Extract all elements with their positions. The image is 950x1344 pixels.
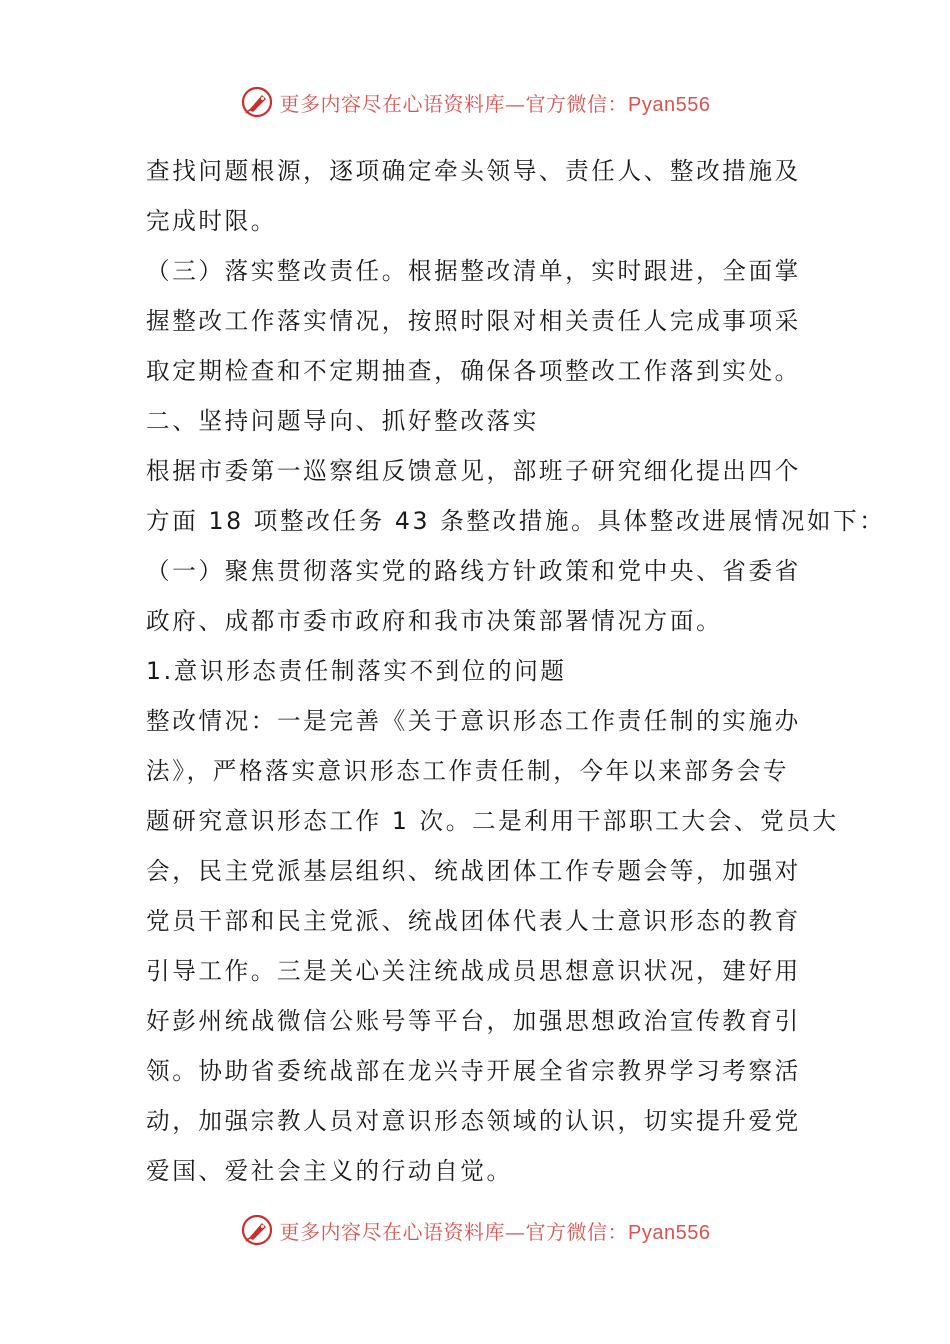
body-line: 法》，严格落实意识形态工作责任制，今年以来部务会专 xyxy=(146,757,790,785)
watermark-wechat-label: 官方微信： xyxy=(525,91,629,116)
body-line: 根据市委第一巡察组反馈意见，部班子研究细化提出四个 xyxy=(146,457,801,485)
body-line: 政府、成都市委市政府和我市决策部署情况方面。 xyxy=(146,607,723,635)
watermark-footer xyxy=(0,1210,950,1250)
pen-nib-logo-icon xyxy=(240,1213,274,1247)
body-line: （一）聚焦贯彻落实党的路线方针政策和党中央、省委省 xyxy=(146,557,801,585)
item-heading: 1.意识形态责任制落实不到位的问题 xyxy=(146,657,567,685)
watermark-wechat-id: Pyan556 xyxy=(628,1221,711,1244)
body-line: 题研究意识形态工作 1 次。二是利用干部职工大会、党员大 xyxy=(146,807,839,835)
section-heading: 二、坚持问题导向、抓好整改落实 xyxy=(146,407,539,435)
watermark-text xyxy=(280,88,711,117)
pen-nib-logo-icon xyxy=(240,85,274,119)
watermark-site-text: 更多内容尽在心语资料库 xyxy=(279,91,506,116)
body-line: 完成时限。 xyxy=(146,207,277,235)
body-line: 会，民主党派基层组织、统战团体工作专题会等，加强对 xyxy=(146,857,801,885)
body-line: 查找问题根源，逐项确定牵头领导、责任人、整改措施及 xyxy=(146,157,801,185)
watermark-text xyxy=(280,1216,711,1245)
body-line: （三）落实整改责任。根据整改清单，实时跟进，全面掌 xyxy=(146,257,801,285)
document-body xyxy=(146,146,886,1196)
body-line: 取定期检查和不定期抽查，确保各项整改工作落到实处。 xyxy=(146,357,801,385)
body-line: 握整改工作落实情况，按照时限对相关责任人完成事项采 xyxy=(146,307,801,335)
watermark-dash: — xyxy=(505,1219,526,1244)
watermark-dash: — xyxy=(505,91,526,116)
watermark-site-text: 更多内容尽在心语资料库 xyxy=(279,1219,506,1244)
body-line: 动，加强宗教人员对意识形态领域的认识，切实提升爱党 xyxy=(146,1107,801,1135)
body-line: 领。协助省委统战部在龙兴寺开展全省宗教界学习考察活 xyxy=(146,1057,801,1085)
body-line: 爱国、爱社会主义的行动自觉。 xyxy=(146,1157,513,1185)
body-line: 好彭州统战微信公账号等平台，加强思想政治宣传教育引 xyxy=(146,1007,801,1035)
body-line: 整改情况：一是完善《关于意识形态工作责任制的实施办 xyxy=(146,707,801,735)
watermark-wechat-label: 官方微信： xyxy=(525,1219,629,1244)
watermark-header xyxy=(0,82,950,122)
body-line: 党员干部和民主党派、统战团体代表人士意识形态的教育 xyxy=(146,907,801,935)
body-line: 方面 18 项整改任务 43 条整改措施。具体整改进展情况如下： xyxy=(146,507,886,535)
watermark-wechat-id: Pyan556 xyxy=(628,93,711,116)
body-line: 引导工作。三是关心关注统战成员思想意识状况，建好用 xyxy=(146,957,801,985)
